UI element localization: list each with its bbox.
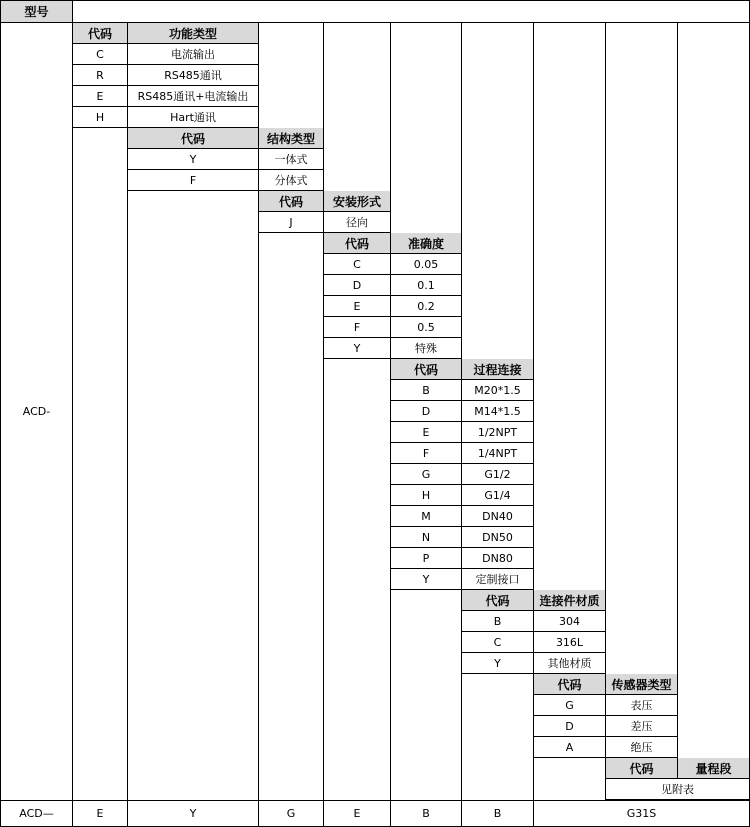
example-range-code: G31S <box>626 807 657 820</box>
option-label: 0.2 <box>417 299 435 313</box>
option-code: F <box>189 173 197 187</box>
group-header: 传感器类型 <box>606 674 677 694</box>
option-label: 表压 <box>630 699 653 712</box>
option-label: 1/4NPT <box>477 446 518 460</box>
grid-line <box>533 22 534 827</box>
grid-line <box>677 22 678 759</box>
grid-line <box>677 757 678 779</box>
option-code: E <box>353 299 361 313</box>
grid-line <box>72 22 73 827</box>
example-code: E <box>353 807 361 820</box>
code-column-header: 代码 <box>324 233 390 253</box>
grid-line <box>0 0 750 1</box>
option-code: Y <box>422 572 430 586</box>
option-code: F <box>422 446 430 460</box>
option-code: Y <box>494 656 501 670</box>
group-header: 功能类型 <box>128 23 258 43</box>
option-code: C <box>493 635 502 649</box>
option-label: DN40 <box>482 509 513 523</box>
option-label: G1/2 <box>484 467 511 481</box>
option-code: G <box>565 698 574 712</box>
grid-line <box>461 22 462 827</box>
option-label: 分体式 <box>274 174 308 187</box>
option-label: 其他材质 <box>547 657 592 670</box>
option-code: G <box>421 467 431 481</box>
option-code: A <box>565 740 574 754</box>
code-column-header: 代码 <box>128 128 258 148</box>
model-prefix: ACD- <box>22 405 51 418</box>
group-header: 准确度 <box>391 233 461 253</box>
option-code: E <box>422 425 430 439</box>
code-column-header: 代码 <box>462 590 533 610</box>
grid-line <box>390 22 391 827</box>
grid-line <box>258 22 259 827</box>
option-code: Y <box>189 152 197 166</box>
group-header: 结构类型 <box>259 128 323 148</box>
option-label: 见附表 <box>661 783 694 796</box>
option-code: C <box>96 47 104 61</box>
option-label: 316L <box>555 635 584 649</box>
option-label: 电流输出 <box>171 48 215 61</box>
example-code: B <box>493 807 502 820</box>
option-code: F <box>353 320 361 334</box>
option-code: R <box>96 68 104 82</box>
option-code: J <box>289 215 293 229</box>
option-code: E <box>96 89 104 103</box>
code-column-header: 代码 <box>73 23 127 43</box>
group-header: 过程连接 <box>462 359 533 379</box>
option-code: D <box>352 278 362 292</box>
option-code: H <box>421 488 431 502</box>
option-label: 0.05 <box>413 257 439 271</box>
option-label: 差压 <box>630 720 653 733</box>
grid-line <box>605 22 606 801</box>
option-code: H <box>95 110 105 124</box>
example-code: B <box>422 807 430 820</box>
option-code: B <box>493 614 502 628</box>
grid-line <box>127 22 128 827</box>
option-label: 径向 <box>346 216 368 229</box>
code-column-header: 代码 <box>534 674 605 694</box>
option-label: M14*1.5 <box>474 404 521 418</box>
option-code: Y <box>353 341 361 355</box>
option-label: DN50 <box>482 530 513 544</box>
grid-line <box>323 22 324 827</box>
example-prefix: ACD— <box>19 807 54 820</box>
option-label: G1/4 <box>484 488 511 502</box>
option-code: M <box>421 509 431 523</box>
model-header: 型号 <box>1 1 72 22</box>
option-label: Hart通讯 <box>170 111 216 124</box>
option-code: B <box>422 383 430 397</box>
code-column-header: 代码 <box>391 359 461 379</box>
group-header: 安装形式 <box>324 191 390 211</box>
option-label: 绝压 <box>630 741 653 754</box>
code-column-header: 代码 <box>259 191 323 211</box>
option-label: 一体式 <box>274 153 308 166</box>
option-code: C <box>353 257 361 271</box>
option-code: P <box>422 551 430 565</box>
option-label: 1/2NPT <box>477 425 518 439</box>
option-code: N <box>421 530 431 544</box>
grid-line <box>605 799 750 800</box>
option-label: 0.1 <box>417 278 435 292</box>
option-label: RS485通讯 <box>164 69 222 82</box>
code-column-header: 代码 <box>606 758 677 778</box>
option-label: 304 <box>559 614 580 628</box>
option-label: 特殊 <box>415 342 437 355</box>
option-label: M20*1.5 <box>474 383 521 397</box>
option-label: RS485通讯+电流输出 <box>137 90 249 103</box>
example-code: Y <box>189 807 197 820</box>
group-header: 连接件材质 <box>534 590 605 610</box>
example-code: G <box>286 807 296 820</box>
example-code: E <box>96 807 104 820</box>
option-label: DN80 <box>482 551 513 565</box>
grid-line <box>72 0 73 23</box>
option-code: D <box>565 719 574 733</box>
option-code: D <box>421 404 431 418</box>
option-label: 定制接口 <box>475 573 520 586</box>
option-label: 0.5 <box>417 320 435 334</box>
group-header: 量程段 <box>678 758 749 778</box>
